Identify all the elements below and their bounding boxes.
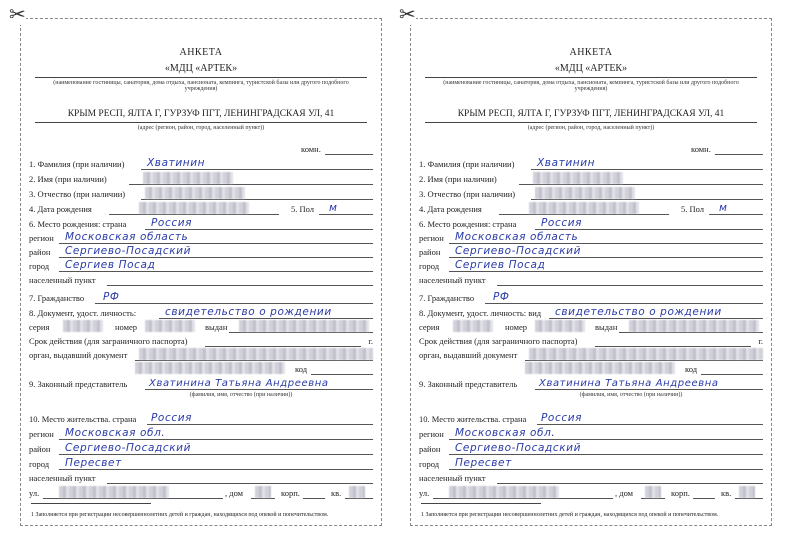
city-label: город — [29, 261, 50, 271]
residence-country-row — [419, 412, 763, 425]
redacted-number — [145, 320, 195, 332]
validity-row — [419, 334, 763, 347]
field-line — [109, 214, 279, 215]
field-line — [519, 184, 763, 185]
birthdate-label: 4. Дата рождения — [29, 204, 92, 214]
patronymic-label: 3. Отчество (при наличии) — [419, 189, 516, 199]
residence-region: Московская обл. — [455, 427, 556, 439]
city-label: город — [419, 261, 440, 271]
birthplace-country-row — [419, 217, 763, 230]
settlement-label: населенный пункт — [419, 275, 486, 285]
code-label: код — [685, 364, 698, 374]
field-line — [595, 346, 751, 347]
year-suffix: г. — [758, 336, 763, 346]
district-label: район — [29, 444, 51, 454]
region-label: регион — [29, 233, 54, 243]
residence-city-row — [419, 457, 763, 470]
field-line — [145, 389, 373, 390]
redacted-issue-date — [239, 320, 369, 332]
residence-country: Россия — [541, 412, 583, 424]
series-row — [29, 320, 373, 333]
field-line — [59, 243, 373, 244]
field-line — [701, 374, 763, 375]
birthplace-country: Россия — [151, 217, 193, 229]
surname-row — [419, 157, 763, 170]
surname-value: Хватинин — [147, 157, 206, 169]
field-line — [147, 424, 373, 425]
representative-row — [419, 377, 763, 390]
redacted-apartment — [349, 486, 365, 498]
residence-settlement-row — [419, 471, 763, 484]
birthplace-region: Московская область — [65, 231, 189, 243]
code-label: код — [295, 364, 308, 374]
redacted-name — [533, 172, 623, 184]
residence-district-row — [29, 442, 373, 455]
birthdate-row — [29, 202, 373, 215]
divider — [425, 77, 757, 78]
series-label: серия — [29, 322, 50, 332]
divider — [425, 122, 757, 123]
field-line — [535, 229, 763, 230]
redacted-name — [143, 172, 233, 184]
field-line — [619, 332, 763, 333]
birthplace-district: Сергиево-Посадский — [455, 245, 582, 257]
field-line — [549, 318, 763, 319]
birthplace-district: Сергиево-Посадский — [65, 245, 192, 257]
footnote-divider — [31, 503, 151, 504]
redacted-apartment — [739, 486, 755, 498]
field-line — [535, 389, 763, 390]
questionnaire-form-left — [9, 4, 382, 526]
citizenship-row — [419, 291, 763, 304]
citizenship-label: 7. Гражданство — [29, 293, 85, 303]
name-label: 2. Имя (при наличии) — [419, 174, 497, 184]
street-label: ул. — [29, 488, 40, 498]
street-label: ул. — [419, 488, 430, 498]
redacted-patronymic — [145, 187, 245, 199]
field-line — [319, 214, 373, 215]
residence-label: 10. Место жительства. страна — [419, 414, 527, 424]
residence-region-row — [29, 427, 373, 440]
birthplace-district-row — [29, 245, 373, 258]
field-line — [485, 303, 763, 304]
residence-city: Пересвет — [455, 457, 512, 469]
birthplace-settlement-row — [29, 273, 373, 286]
representative-value: Хватинина Татьяна Андреевна — [149, 378, 329, 389]
field-line — [141, 199, 373, 200]
number-label: номер — [115, 322, 138, 332]
redacted-issuer-2 — [525, 362, 675, 374]
birthdate-label: 4. Дата рождения — [419, 204, 482, 214]
document-row — [419, 306, 763, 319]
representative-label: 9. Законный представитель — [29, 379, 128, 389]
citizenship-value: РФ — [103, 291, 120, 303]
redacted-patronymic — [535, 187, 635, 199]
form-title: АНКЕТА — [569, 47, 613, 58]
field-line — [59, 257, 373, 258]
patronymic-label: 3. Отчество (при наличии) — [29, 189, 126, 199]
residence-city: Пересвет — [65, 457, 122, 469]
redacted-issuer-2 — [135, 362, 285, 374]
redacted-issue-date — [629, 320, 759, 332]
issued-label: выдан — [205, 322, 228, 332]
citizenship-row — [29, 291, 373, 304]
surname-label: 1. Фамилия (при наличии) — [419, 159, 515, 169]
field-line — [205, 346, 361, 347]
surname-value: Хватинин — [537, 157, 596, 169]
name-row — [419, 172, 763, 185]
redacted-birthdate — [529, 202, 639, 214]
region-label: регион — [419, 233, 444, 243]
redacted-series — [453, 320, 493, 332]
street-row — [29, 486, 373, 499]
number-label: номер — [505, 322, 528, 332]
issuer-row — [419, 348, 763, 361]
room-row — [29, 142, 373, 155]
redacted-issuer — [139, 348, 373, 360]
city-label: город — [29, 459, 50, 469]
document-value: свидетельство о рождении — [555, 306, 722, 318]
document-label: 8. Документ, удост. личность: — [29, 308, 137, 318]
birthplace-city-row — [29, 259, 373, 272]
residence-label: 10. Место жительства. страна — [29, 414, 137, 424]
field-line — [499, 214, 669, 215]
field-line — [107, 483, 373, 484]
issuer-label: орган, выдавший документ — [29, 350, 128, 360]
district-label: район — [29, 247, 51, 257]
questionnaire-form-right — [399, 4, 772, 526]
building-label: корп. — [281, 488, 300, 498]
footnote: 1 Заполняется при регистрации несовершеннолетних детей и граждан, находящихся под опекой и попечительством. — [31, 512, 329, 518]
representative-value: Хватинина Татьяна Андреевна — [539, 378, 719, 389]
name-row — [29, 172, 373, 185]
patronymic-row — [419, 187, 763, 200]
sex-label: 5. Пол — [681, 204, 705, 214]
representative-label: 9. Законный представитель — [419, 379, 518, 389]
district-label: район — [419, 247, 441, 257]
redacted-street — [59, 486, 169, 498]
organization-name: «МДЦ «АРТЕК» — [554, 63, 628, 74]
document-value: свидетельство о рождении — [165, 306, 332, 318]
address: КРЫМ РЕСП, ЯЛТА Г, ГУРЗУФ ПГТ, ЛЕНИНГРАДСКАЯ УЛ, 41 — [67, 109, 335, 119]
issued-label: выдан — [595, 322, 618, 332]
document-row — [29, 306, 373, 319]
footnote-divider — [421, 503, 541, 504]
residence-city-row — [29, 457, 373, 470]
field-line — [449, 243, 763, 244]
residence-region-row — [419, 427, 763, 440]
footnote: 1 Заполняется при регистрации несовершеннолетних детей и граждан, находящихся под опекой и попечительством. — [421, 512, 719, 518]
field-line — [497, 483, 763, 484]
field-line — [303, 498, 325, 499]
representative-caption: (фамилия, имя, отчество (при наличии)) — [189, 392, 293, 398]
field-line — [311, 374, 373, 375]
field-line — [735, 498, 763, 499]
field-line — [715, 154, 763, 155]
field-line — [449, 271, 763, 272]
year-suffix: г. — [368, 336, 373, 346]
field-line — [449, 454, 763, 455]
field-line — [107, 285, 373, 286]
series-row — [419, 320, 763, 333]
representative-row — [29, 377, 373, 390]
validity-label: Срок действия (для заграничного паспорта) — [29, 336, 188, 346]
birthplace-settlement-row — [419, 273, 763, 286]
street-row — [419, 486, 763, 499]
building-label: корп. — [671, 488, 690, 498]
org-caption: (наименование гостиницы, санатория, дома отдыха, пансионата, кемпинга, туристской базы или другого подобного учреждения) — [443, 80, 739, 92]
field-line — [693, 498, 715, 499]
divider — [35, 122, 367, 123]
validity-label: Срок действия (для заграничного паспорта) — [419, 336, 578, 346]
residence-country-row — [29, 412, 373, 425]
field-line — [141, 169, 373, 170]
field-line — [59, 439, 373, 440]
field-line — [229, 332, 373, 333]
district-label: район — [419, 444, 441, 454]
field-line — [433, 498, 613, 499]
residence-district-row — [419, 442, 763, 455]
redacted-house — [645, 486, 661, 498]
room-row — [419, 142, 763, 155]
field-line — [449, 257, 763, 258]
field-line — [59, 271, 373, 272]
birthplace-label: 6. Место рождения: страна — [29, 219, 127, 229]
residence-district: Сергиево-Посадский — [65, 442, 192, 454]
field-line — [531, 199, 763, 200]
city-label: город — [419, 459, 440, 469]
birthplace-label: 6. Место рождения: страна — [419, 219, 517, 229]
field-line — [497, 285, 763, 286]
field-line — [159, 318, 373, 319]
region-label: регион — [419, 429, 444, 439]
field-line — [531, 169, 763, 170]
org-caption: (наименование гостиницы, санатория, дома отдыха, пансионата, кемпинга, туристской базы или другого подобного учреждения) — [53, 80, 349, 92]
room-label: комн. — [691, 144, 711, 154]
region-label: регион — [29, 429, 54, 439]
surname-row — [29, 157, 373, 170]
field-line — [135, 360, 373, 361]
address-caption: (адрес (регион, район, город, населенный пункт)) — [137, 125, 265, 131]
settlement-label: населенный пункт — [29, 275, 96, 285]
issuer-row — [29, 348, 373, 361]
birthplace-city-row — [419, 259, 763, 272]
address: КРЫМ РЕСП, ЯЛТА Г, ГУРЗУФ ПГТ, ЛЕНИНГРАДСКАЯ УЛ, 41 — [457, 109, 725, 119]
citizenship-value: РФ — [493, 291, 510, 303]
field-line — [709, 214, 763, 215]
house-label: , дом — [615, 488, 634, 498]
validity-row — [29, 334, 373, 347]
series-label: серия — [419, 322, 440, 332]
birthplace-district-row — [419, 245, 763, 258]
field-line — [641, 498, 665, 499]
room-label: комн. — [301, 144, 321, 154]
residence-district: Сергиево-Посадский — [455, 442, 582, 454]
birthplace-city: Сергиев Посад — [455, 259, 546, 271]
document-label: 8. Документ, удост. личность: вид — [419, 308, 542, 318]
name-label: 2. Имя (при наличии) — [29, 174, 107, 184]
house-label: , дом — [225, 488, 244, 498]
birthplace-city: Сергиев Посад — [65, 259, 156, 271]
representative-caption: (фамилия, имя, отчество (при наличии)) — [579, 392, 683, 398]
redacted-number — [535, 320, 585, 332]
field-line — [449, 439, 763, 440]
field-line — [449, 469, 763, 470]
field-line — [95, 303, 373, 304]
organization-name: «МДЦ «АРТЕК» — [164, 63, 238, 74]
patronymic-row — [29, 187, 373, 200]
redacted-birthdate — [139, 202, 249, 214]
residence-country: Россия — [151, 412, 193, 424]
field-line — [525, 360, 763, 361]
field-line — [251, 498, 275, 499]
redacted-street — [449, 486, 559, 498]
field-line — [43, 498, 223, 499]
redacted-house — [255, 486, 271, 498]
apartment-label: кв. — [331, 488, 342, 498]
apartment-label: кв. — [721, 488, 732, 498]
sex-label: 5. Пол — [291, 204, 315, 214]
birthplace-region-row — [419, 231, 763, 244]
address-caption: (адрес (регион, район, город, населенный пункт)) — [527, 125, 655, 131]
issuer-code-row — [29, 362, 373, 375]
field-line — [537, 424, 763, 425]
settlement-label: населенный пункт — [419, 473, 486, 483]
issuer-label: орган, выдавший документ — [419, 350, 518, 360]
field-line — [129, 184, 373, 185]
sex-value: м — [329, 202, 338, 214]
field-line — [59, 454, 373, 455]
surname-label: 1. Фамилия (при наличии) — [29, 159, 125, 169]
field-line — [325, 154, 373, 155]
divider — [35, 77, 367, 78]
sex-value: м — [719, 202, 728, 214]
field-line — [145, 229, 373, 230]
residence-settlement-row — [29, 471, 373, 484]
scissors-icon: ✂ — [399, 4, 416, 26]
field-line — [345, 498, 373, 499]
citizenship-label: 7. Гражданство — [419, 293, 475, 303]
birthplace-region-row — [29, 231, 373, 244]
form-title: АНКЕТА — [179, 47, 223, 58]
settlement-label: населенный пункт — [29, 473, 96, 483]
redacted-series — [63, 320, 103, 332]
birthdate-row — [419, 202, 763, 215]
field-line — [59, 469, 373, 470]
birthplace-country-row — [29, 217, 373, 230]
birthplace-country: Россия — [541, 217, 583, 229]
birthplace-region: Московская область — [455, 231, 579, 243]
redacted-issuer — [529, 348, 763, 360]
residence-region: Московская обл. — [65, 427, 166, 439]
scissors-icon: ✂ — [9, 4, 26, 26]
issuer-code-row — [419, 362, 763, 375]
